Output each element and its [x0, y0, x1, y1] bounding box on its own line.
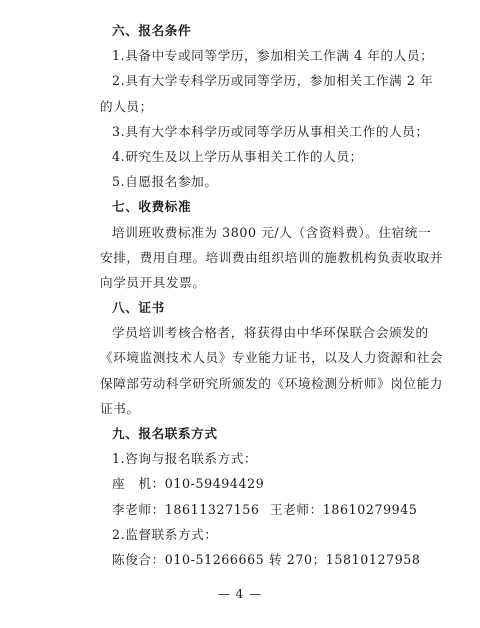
- condition-item-1: 1.具备中专或同等学历，参加相关工作满 4 年的人员；: [112, 48, 434, 64]
- section-heading-fee-standard: 七、收费标准: [112, 199, 192, 215]
- fee-paragraph-line-3: 向学员开具发票。: [100, 274, 206, 290]
- certificate-paragraph-line-2: 《环境监测技术人员》专业能力证书，以及人力资源和社会: [100, 350, 444, 366]
- supervise-contact: 陈俊合：010-51266665 转 270；15810127958: [112, 551, 421, 567]
- fee-paragraph-line-1: 培训班收费标准为 3800 元/人（含资料费）。住宿统一: [112, 224, 432, 240]
- condition-item-2-continued: 的人员；: [100, 98, 153, 114]
- certificate-paragraph-line-4: 证书。: [100, 400, 140, 416]
- condition-item-5: 5.自愿报名参加。: [112, 174, 218, 190]
- contact-pair-row: [106, 497, 420, 522]
- condition-item-2: 2.具有大学专科学历或同等学历，参加相关工作满 2 年: [112, 73, 434, 89]
- landline-number: 座 机：010-59494429: [112, 476, 265, 492]
- fee-paragraph-line-2: 安排，费用自理。培训费由组织培训的施教机构负责收取并: [100, 249, 444, 265]
- page-number: — 4 —: [217, 587, 263, 601]
- certificate-paragraph-line-1: 学员培训考核合格者，将获得由中华环保联合会颁发的: [112, 325, 429, 341]
- section-heading-contact: 九、报名联系方式: [112, 426, 218, 441]
- section-heading-certificate: 八、证书: [112, 300, 165, 316]
- consult-title: 1.咨询与报名联系方式：: [112, 451, 258, 467]
- supervise-title: 2.监督联系方式：: [112, 526, 218, 542]
- condition-item-4: 4.研究生及以上学历从事相关工作的人员；: [112, 148, 363, 164]
- contact-teacher-li: 李老师：18611327156: [112, 501, 260, 517]
- section-heading-registration-conditions: 六、报名条件: [112, 23, 192, 38]
- certificate-paragraph-line-3: 保障部劳动科学研究所颁发的《环境检测分析师》岗位能力: [100, 375, 444, 391]
- contact-teacher-wang: 王老师：18610279945: [270, 501, 418, 517]
- condition-item-3: 3.具有大学本科学历或同等学历从事相关工作的人员；: [112, 123, 429, 139]
